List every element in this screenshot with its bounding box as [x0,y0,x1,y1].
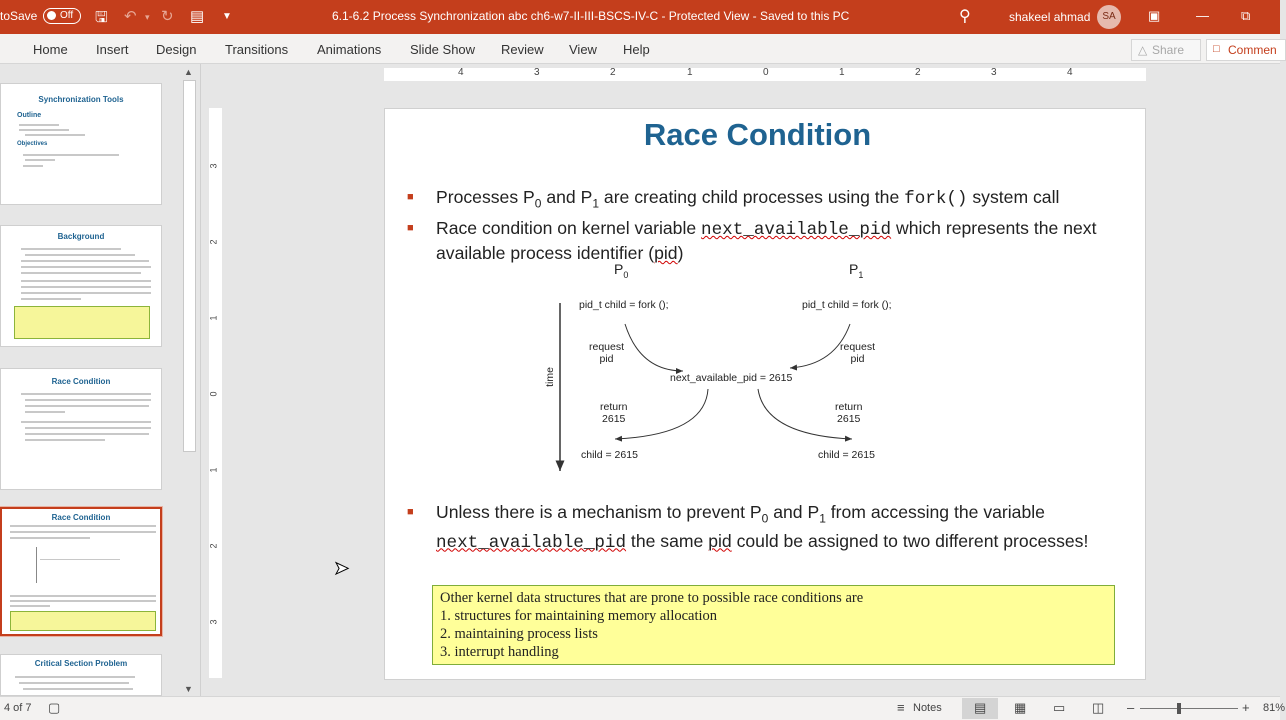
zoom-slider[interactable] [1140,708,1238,709]
ruler-label: 3 [991,67,997,78]
restore-icon[interactable]: ⧉ [1241,8,1251,23]
ruler-label: 3 [208,619,219,625]
ruler-label: 4 [458,67,464,78]
thumbnail-line [10,537,90,539]
avatar[interactable]: SA [1097,5,1121,29]
thumbnail-line [25,134,85,136]
ruler-label: 1 [208,467,219,473]
thumbnail-line [25,405,149,407]
bullet-race-condition[interactable]: Race condition on kernel variable next_available_pid which represents the next available process identifier (pid) [436,218,1097,263]
right-request-label: request pid [840,341,876,365]
reading-view-icon[interactable]: ▭ [1053,700,1066,715]
slide-sorter-icon[interactable]: ▦ [1014,700,1027,715]
share-button[interactable] [1131,39,1201,61]
right-child-label: child = 2615 [818,449,875,461]
left-fork-label: pid_t child = fork (); [579,299,669,311]
ruler-label: 1 [208,315,219,321]
thumbnail-line [21,298,81,300]
thumbnail-line [25,427,151,429]
title-bar [0,0,1280,34]
status-bar [0,696,1286,720]
thumbnail-line [21,286,151,288]
left-child-label: child = 2615 [581,449,638,461]
comments-button[interactable] [1206,39,1286,61]
redo-icon[interactable]: ↻ [161,8,174,25]
ruler-label: 2 [208,239,219,245]
callout-line: 1. structures for maintaining memory allocation [440,608,718,624]
accessibility-icon[interactable]: ▢ [48,700,61,715]
ruler-label: 2 [208,543,219,549]
comments-label: Commen [1228,43,1277,57]
horizontal-ruler[interactable] [384,68,1146,81]
process-p0-label: $P_0$ [614,261,629,280]
thumbnail-title: Critical Section Problem [34,659,128,668]
tab-design[interactable]: Design [156,42,197,57]
notes-button[interactable]: Notes [913,702,942,714]
thumbnail-scrollbar[interactable] [181,67,198,697]
ruler-label: 0 [763,67,769,78]
thumbnail-line [23,154,119,156]
slide-thumbnail-2[interactable] [0,225,162,347]
undo-icon[interactable]: ↶ [124,8,137,25]
tab-insert[interactable]: Insert [96,42,129,57]
ruler-label: 3 [208,163,219,169]
thumbnail-line [25,411,65,413]
save-icon[interactable]: 🖫 [95,9,108,26]
left-request-label: request pid [589,341,625,365]
slide-canvas[interactable] [384,108,1146,680]
autosave-toggle[interactable] [43,8,81,24]
thumbnail-line [21,272,141,274]
tab-transitions[interactable]: Transitions [225,42,289,57]
thumbnail-line [15,676,135,678]
present-icon[interactable]: ▤ [190,8,205,25]
tab-help[interactable]: Help [623,42,650,57]
ruler-label: 2 [610,67,616,78]
thumbnail-title: Synchronization Tools [38,95,124,104]
customize-qat-icon[interactable]: ▼ [222,11,232,22]
comment-icon: □ [1213,43,1220,55]
thumbnail-line [23,165,43,167]
user-name[interactable]: shakeel ahmad [1009,10,1091,24]
ruler-label: 2 [915,67,921,78]
tab-home[interactable]: Home [33,42,68,57]
thumbnail-title: Race Condition [51,377,111,386]
bullet-marker: ■ [407,506,414,518]
thumbnail-line [10,605,50,607]
bullet-marker: ■ [407,191,414,203]
thumbnail-line [25,399,151,401]
ruler-label: 1 [687,67,693,78]
thumbnail-line [21,280,151,282]
undo-dropdown-icon[interactable]: ▾ [145,12,150,22]
thumbnail-line [23,688,133,690]
thumbnail-pane [0,64,200,696]
ruler-label: 4 [1067,67,1073,78]
tab-slide-show[interactable]: Slide Show [410,42,476,57]
thumbnail-line [21,393,151,395]
autosave-state: Off [60,10,74,21]
thumbnail-subtitle: Objectives [17,141,48,147]
thumbnail-title: Background [57,232,105,241]
slide-title[interactable]: Race Condition [643,117,872,152]
right-return-label: return 2615 [835,401,863,425]
zoom-level[interactable]: 81% [1263,702,1286,714]
thumbnail-line [21,266,151,268]
thumbnail-line [25,254,135,256]
search-icon[interactable]: ⚲ [959,8,971,25]
thumbnail-line [10,600,156,602]
thumbnail-line [21,421,151,423]
thumbnail-line [25,433,149,435]
notes-icon[interactable]: ≡ [897,700,905,715]
callout-line: 3. interrupt handling [440,644,559,660]
toggle-knob [47,11,56,20]
share-label: Share [1152,43,1185,57]
zoom-slider-knob[interactable] [1177,703,1181,714]
time-axis-label: time [543,367,556,387]
tab-view[interactable]: View [569,42,597,57]
slide-thumbnail-5[interactable] [0,654,162,696]
thumbnail-line [10,525,156,527]
thumbnail-line [19,124,59,126]
normal-view-button[interactable] [962,698,998,719]
ruler-label: 3 [534,67,540,78]
tab-animations[interactable]: Animations [317,42,382,57]
thumbnail-line [25,439,105,441]
thumbnail-callout [10,611,156,631]
scrollbar-thumb[interactable] [183,80,196,452]
slide-thumbnail-1[interactable] [0,83,162,205]
zoom-in-icon[interactable]: + [1242,700,1250,715]
vertical-ruler[interactable] [209,108,222,678]
process-p1-label: $P_1$ [849,261,864,280]
thumbnail-line [19,682,129,684]
bullet-marker: ■ [407,222,414,234]
slide-thumbnail-4[interactable] [0,507,162,636]
thumbnail-subtitle: Outline [17,112,42,119]
shared-variable-label: next_available_pid = 2615 [670,372,793,384]
left-return-label: return 2615 [600,401,628,425]
bullet-fork[interactable]: Processes $P_0$ and $P_1$ are creating child processes using the fork() system call [436,187,1060,211]
thumbnail-line [21,248,121,250]
slide-counter: 4 of 7 [4,702,32,714]
thumbnail-callout [14,306,150,339]
thumbnail-line [40,559,120,560]
bullet-mechanism[interactable]: Unless there is a mechanism to prevent $P_0$ and $P_1$ from accessing the variable next_available_pid the same pid could be assigned to two different processes! [436,502,1089,553]
ribbon-display-icon[interactable]: ▣ [1148,8,1161,23]
ribbon [0,34,1280,64]
thumbnail-line [36,547,37,583]
scroll-up-icon[interactable]: ▲ [184,67,193,77]
mouse-cursor-icon: ➤ [334,558,350,578]
autosave-label: toSave [0,9,38,23]
callout-box[interactable] [432,585,1115,665]
scroll-down-icon[interactable]: ▼ [184,684,193,694]
thumbnail-line [21,292,151,294]
tab-review[interactable]: Review [501,42,544,57]
slide-thumbnail-3[interactable] [0,368,162,490]
thumbnail-line [25,159,55,161]
callout-line: Other kernel data structures that are prone to possible race conditions are [440,590,864,606]
callout-line: 2. maintaining process lists [440,626,598,642]
slide-show-icon[interactable]: ◫ [1092,700,1105,715]
thumbnail-title: Race Condition [51,513,111,522]
zoom-out-icon[interactable]: – [1127,700,1135,715]
thumbnail-line [10,595,156,597]
ruler-label: 0 [208,391,219,397]
thumbnail-line [10,531,156,533]
document-title: 6.1-6.2 Process Synchronization abc ch6-w7-II-III-BSCS-IV-C - Protected View - Saved to this PC [332,9,850,23]
normal-view-icon: ▤ [974,700,987,715]
share-icon: △ [1138,43,1148,57]
ruler-label: 1 [839,67,845,78]
minimize-icon[interactable]: — [1196,8,1209,23]
thumbnail-line [21,260,149,262]
thumbnail-line [19,129,69,131]
right-fork-label: pid_t child = fork (); [802,299,892,311]
